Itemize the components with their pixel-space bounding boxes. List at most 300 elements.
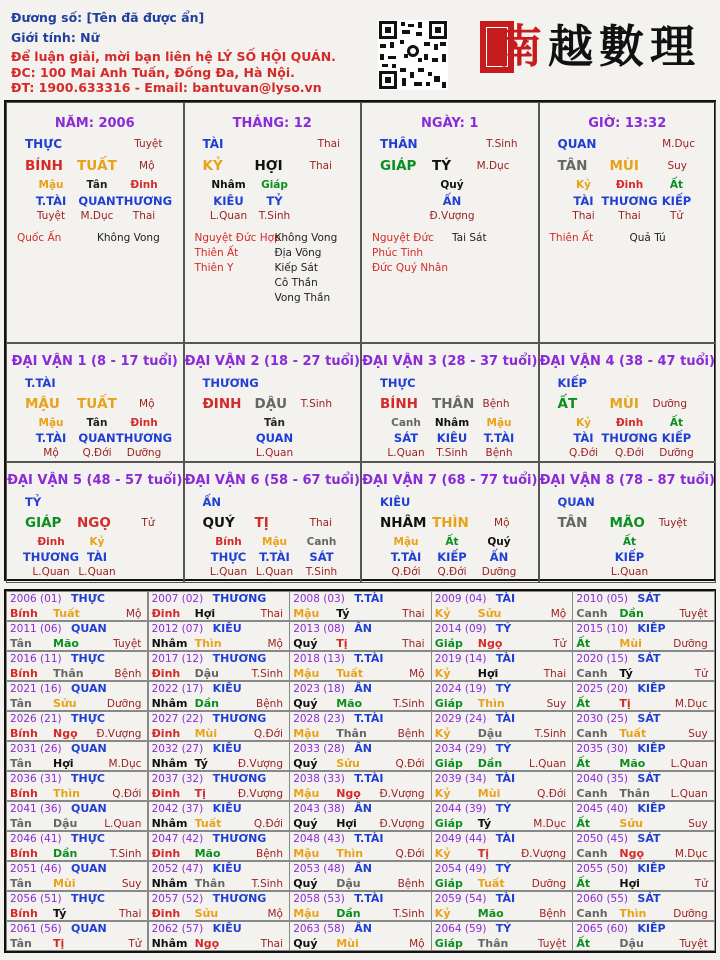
year-branch: Tý bbox=[477, 817, 492, 830]
year-branch: Ngọ bbox=[194, 937, 220, 950]
bad-star: Vong Thần bbox=[274, 292, 331, 304]
heavenly-stem: KỶ bbox=[202, 158, 223, 174]
year-star: SÁT bbox=[637, 592, 661, 605]
year-cell bbox=[289, 621, 431, 651]
year-state: Tuyệt bbox=[537, 938, 567, 950]
year-state: Thai bbox=[260, 938, 283, 950]
year-stem: Nhâm bbox=[151, 817, 188, 830]
year-star: TỶ bbox=[495, 862, 512, 875]
heavenly-stem: TÂN bbox=[557, 158, 588, 174]
year-branch: Tị bbox=[336, 637, 348, 650]
hidden-stem: Kỷ bbox=[576, 179, 591, 191]
year-stem: Canh bbox=[576, 847, 608, 860]
year-cell bbox=[431, 771, 573, 801]
year-stem: Đinh bbox=[151, 667, 181, 680]
year-stem: Quý bbox=[293, 877, 318, 890]
hidden-state: L.Quan bbox=[387, 447, 425, 459]
branch-state: Suy bbox=[667, 160, 687, 172]
year-stem: Mậu bbox=[293, 607, 320, 620]
year-star: QUAN bbox=[71, 622, 107, 635]
year-star: SÁT bbox=[637, 652, 661, 665]
hidden-star: TÀI bbox=[573, 431, 594, 445]
year-stem: Bính bbox=[10, 727, 38, 740]
phone-email-line: ĐT: 1900.633316 - Email: bantuvan@lyso.vn bbox=[11, 80, 322, 95]
hidden-stem: Đinh bbox=[615, 179, 644, 191]
year-branch: Tị bbox=[619, 697, 631, 710]
year-stem: Ất bbox=[576, 937, 591, 950]
logo bbox=[477, 8, 717, 78]
year-star: QUAN bbox=[71, 682, 107, 695]
year-branch: Sửu bbox=[53, 697, 77, 710]
year-cell bbox=[148, 891, 290, 921]
year-star: T.TÀI bbox=[354, 712, 384, 725]
heavenly-stem: BÍNH bbox=[380, 396, 418, 412]
year-branch: Tuất bbox=[336, 667, 363, 680]
year-stem: Nhâm bbox=[151, 877, 188, 890]
year-stem: Mậu bbox=[293, 907, 320, 920]
hidden-stem: Nhâm bbox=[434, 417, 470, 429]
year-stem: Quý bbox=[293, 817, 318, 830]
bad-star: Quả Tú bbox=[629, 232, 666, 244]
year-star: SÁT bbox=[637, 832, 661, 845]
year-stem: Quý bbox=[293, 637, 318, 650]
heavenly-stem: QUÝ bbox=[202, 515, 235, 531]
heavenly-stem: ĐINH bbox=[202, 396, 242, 412]
bad-star: Cô Thần bbox=[274, 277, 318, 289]
earthly-branch: HỢI bbox=[254, 158, 283, 174]
year-cell bbox=[289, 591, 431, 621]
year-star: KIẾP bbox=[637, 802, 666, 815]
year-stem: Bính bbox=[10, 667, 38, 680]
year-stem: Canh bbox=[576, 907, 608, 920]
year-cell bbox=[572, 651, 714, 681]
earthly-branch: NGỌ bbox=[77, 515, 111, 531]
bad-star: Tai Sát bbox=[452, 232, 487, 244]
year-star: SÁT bbox=[637, 892, 661, 905]
year-cell bbox=[6, 861, 148, 891]
year-cell bbox=[572, 861, 714, 891]
year-label: 2013 (08) bbox=[293, 623, 345, 635]
year-label: 2007 (02) bbox=[151, 593, 204, 605]
heavenly-stem: BÍNH bbox=[25, 158, 63, 174]
year-cell bbox=[431, 741, 573, 771]
year-label: 2027 (22) bbox=[151, 713, 204, 725]
year-state: Tử bbox=[553, 638, 567, 650]
hidden-stem: Đinh bbox=[37, 536, 65, 548]
year-label: 2026 (21) bbox=[10, 713, 62, 725]
hidden-star: ẤN bbox=[489, 550, 509, 564]
year-star: QUAN bbox=[71, 742, 107, 755]
year-branch: Tị bbox=[477, 847, 490, 860]
year-star: KIÊU bbox=[212, 862, 242, 875]
year-stem: Đinh bbox=[151, 787, 181, 800]
hidden-stem: Kỷ bbox=[89, 536, 105, 548]
year-cell bbox=[6, 741, 148, 771]
hidden-star: THỰC bbox=[210, 550, 247, 564]
pillar-cell bbox=[184, 102, 362, 343]
year-branch: Hợi bbox=[477, 667, 499, 680]
year-star: QUAN bbox=[71, 802, 107, 815]
dai-van-star: THỰC bbox=[380, 376, 416, 390]
hidden-state: L.Quan bbox=[78, 566, 116, 578]
year-state: L.Quan bbox=[528, 758, 567, 770]
hidden-star: QUAN bbox=[78, 431, 116, 445]
owner-name: Đương số: [Tên đã được ẩn] bbox=[11, 10, 205, 25]
year-cell bbox=[6, 831, 148, 861]
year-branch: Mão bbox=[194, 847, 221, 860]
year-cell bbox=[572, 621, 714, 651]
good-star: Thiên Ất bbox=[549, 232, 594, 244]
year-star: KIẾP bbox=[637, 862, 666, 875]
hidden-stem: Quý bbox=[487, 536, 511, 548]
year-stem: Quý bbox=[293, 757, 318, 770]
year-branch: Tuất bbox=[194, 817, 222, 830]
year-star: TỶ bbox=[495, 742, 512, 755]
hidden-stem: Nhâm bbox=[211, 179, 246, 191]
year-stem: Giáp bbox=[434, 937, 463, 950]
year-branch: Sửu bbox=[477, 607, 502, 620]
year-branch: Tị bbox=[53, 937, 65, 950]
year-stem: Nhâm bbox=[151, 757, 188, 770]
hidden-star: THƯƠNG bbox=[22, 550, 80, 564]
hidden-stem: Quý bbox=[440, 179, 464, 191]
year-label: 2017 (12) bbox=[151, 653, 204, 665]
year-stem: Mậu bbox=[293, 787, 320, 800]
year-branch: Ngọ bbox=[336, 787, 361, 800]
year-cell bbox=[572, 801, 714, 831]
year-label: 2024 (19) bbox=[434, 683, 487, 695]
year-stem: Bính bbox=[10, 607, 38, 620]
hidden-state: Thai bbox=[132, 210, 156, 222]
year-star: TÀI bbox=[495, 832, 516, 845]
year-state: Q.Đới bbox=[537, 788, 567, 800]
year-stem: Tân bbox=[10, 637, 32, 650]
year-state: Mộ bbox=[409, 938, 425, 950]
year-state: Suy bbox=[688, 728, 708, 740]
top-state: T.Sinh bbox=[486, 138, 518, 150]
year-cell bbox=[289, 921, 431, 951]
pillar-cell bbox=[361, 102, 539, 343]
year-branch: Sửu bbox=[336, 757, 360, 770]
year-stem: Ất bbox=[576, 697, 591, 710]
dai-van-title: ĐẠI VẬN 1 (8 - 17 tuổi) bbox=[11, 354, 178, 369]
year-branch: Tý bbox=[619, 667, 633, 680]
hidden-stem: Ất bbox=[669, 417, 684, 429]
heavenly-stem: GIÁP bbox=[25, 515, 62, 531]
year-cell bbox=[6, 891, 148, 921]
year-cell bbox=[289, 681, 431, 711]
year-label: 2008 (03) bbox=[293, 593, 345, 605]
year-state: T.Sinh bbox=[251, 878, 283, 890]
year-label: 2009 (04) bbox=[434, 593, 487, 605]
year-star: THƯƠNG bbox=[212, 712, 267, 725]
year-state: T.Sinh bbox=[393, 908, 425, 920]
heavenly-stem: NHÂM bbox=[380, 515, 427, 531]
year-state: Bệnh bbox=[114, 668, 142, 680]
top-star: TÀI bbox=[202, 137, 224, 151]
year-cell bbox=[431, 891, 573, 921]
year-branch: Thân bbox=[53, 667, 84, 680]
year-stem: Ất bbox=[576, 817, 591, 830]
hidden-state: Mộ bbox=[43, 447, 59, 459]
year-label: 2031 (26) bbox=[10, 743, 62, 755]
year-cell bbox=[148, 921, 290, 951]
hidden-state: L.Quan bbox=[610, 566, 649, 578]
year-stem: Canh bbox=[576, 787, 608, 800]
year-label: 2023 (18) bbox=[293, 683, 345, 695]
year-cell bbox=[6, 801, 148, 831]
hidden-star: KIÊU bbox=[213, 194, 244, 208]
year-cell bbox=[6, 771, 148, 801]
year-branch: Dậu bbox=[194, 667, 219, 680]
branch-state: Mộ bbox=[139, 398, 155, 410]
hidden-state: T.Sinh bbox=[436, 447, 468, 459]
year-star: THỰC bbox=[71, 712, 105, 725]
dai-van-star: T.TÀI bbox=[25, 376, 56, 390]
year-state: M.Dục bbox=[674, 698, 708, 710]
hidden-state: Thai bbox=[572, 210, 595, 222]
hidden-star: T.TÀI bbox=[483, 431, 515, 445]
year-star: KIẾP bbox=[637, 922, 666, 935]
dai-van-cell bbox=[184, 343, 362, 462]
year-star: ẤN bbox=[354, 682, 372, 695]
bad-star: Không Vong bbox=[274, 232, 338, 244]
hidden-stem: Mậu bbox=[393, 536, 419, 548]
year-branch: Mão bbox=[477, 907, 504, 920]
year-label: 2045 (40) bbox=[576, 803, 629, 815]
branch-state: Thai bbox=[309, 517, 332, 529]
year-cell bbox=[6, 681, 148, 711]
year-label: 2043 (38) bbox=[293, 803, 345, 815]
branch-state: Tử bbox=[141, 517, 155, 529]
year-star: TÀI bbox=[495, 592, 516, 605]
year-star: T.TÀI bbox=[354, 832, 384, 845]
year-cell bbox=[431, 651, 573, 681]
year-state: M.Dục bbox=[533, 818, 567, 830]
year-star: ẤN bbox=[354, 742, 372, 755]
year-label: 2042 (37) bbox=[151, 803, 204, 815]
year-state: Bệnh bbox=[256, 698, 283, 710]
year-stem: Ất bbox=[576, 637, 591, 650]
year-label: 2030 (25) bbox=[576, 713, 629, 725]
year-cell bbox=[572, 681, 714, 711]
year-state: L.Quan bbox=[670, 788, 708, 800]
hidden-stem: Canh bbox=[306, 536, 337, 548]
logo-text: 南越數理 bbox=[497, 20, 702, 73]
year-label: 2054 (49) bbox=[434, 863, 487, 875]
year-branch: Tuất bbox=[477, 877, 505, 890]
year-state: Mộ bbox=[550, 608, 567, 620]
year-label: 2022 (17) bbox=[151, 683, 204, 695]
hidden-state: L.Quan bbox=[209, 566, 248, 578]
hidden-star: TÀI bbox=[573, 194, 594, 208]
year-star: TÀI bbox=[495, 652, 516, 665]
year-cell bbox=[572, 741, 714, 771]
year-label: 2049 (44) bbox=[434, 833, 487, 845]
year-state: Mộ bbox=[267, 908, 283, 920]
year-branch: Dần bbox=[336, 907, 361, 920]
year-cell bbox=[431, 801, 573, 831]
year-stem: Kỷ bbox=[434, 787, 451, 800]
dai-van-title: ĐẠI VẬN 7 (68 - 77 tuổi) bbox=[362, 473, 538, 488]
hidden-stem: Mậu bbox=[261, 536, 288, 548]
bad-star: Không Vong bbox=[97, 232, 160, 244]
branch-state: T.Sinh bbox=[300, 398, 332, 410]
year-star: KIÊU bbox=[212, 622, 242, 635]
hidden-stem: Đinh bbox=[615, 417, 644, 429]
year-cell bbox=[148, 621, 290, 651]
year-state: Đ.Vượng bbox=[237, 788, 283, 800]
year-cell bbox=[6, 921, 148, 951]
year-label: 2052 (47) bbox=[151, 863, 204, 875]
year-label: 2056 (51) bbox=[10, 893, 62, 905]
year-branch: Mùi bbox=[336, 937, 359, 950]
hidden-stem: Mậu bbox=[38, 179, 64, 191]
year-label: 2064 (59) bbox=[434, 923, 487, 935]
year-cell bbox=[572, 831, 714, 861]
year-star: TỶ bbox=[495, 622, 512, 635]
year-cell bbox=[148, 771, 290, 801]
hidden-star: T.TÀI bbox=[259, 550, 290, 564]
contact-line: Để luận giải, mời bạn liên hệ LÝ SỐ HỘI QUÁN. bbox=[11, 49, 336, 64]
year-branch: Thân bbox=[619, 787, 650, 800]
dai-van-star: THƯƠNG bbox=[202, 376, 259, 390]
heavenly-stem: GIÁP bbox=[380, 158, 417, 174]
year-cell bbox=[431, 711, 573, 741]
year-stem: Tân bbox=[10, 757, 32, 770]
year-stem: Nhâm bbox=[151, 697, 188, 710]
good-star: Thiên Y bbox=[194, 262, 234, 274]
year-state: L.Quan bbox=[104, 818, 142, 830]
hidden-state: Q.Đới bbox=[437, 566, 467, 578]
year-star: ẤN bbox=[354, 922, 372, 935]
year-label: 2028 (23) bbox=[293, 713, 345, 725]
hidden-state: L.Quan bbox=[32, 566, 70, 578]
year-branch: Hợi bbox=[53, 757, 74, 770]
hidden-state: Bệnh bbox=[485, 447, 513, 459]
year-star: THỰC bbox=[71, 832, 105, 845]
year-label: 2044 (39) bbox=[434, 803, 487, 815]
year-label: 2014 (09) bbox=[434, 623, 487, 635]
year-cell bbox=[572, 891, 714, 921]
year-label: 2019 (14) bbox=[434, 653, 487, 665]
year-star: TÀI bbox=[495, 712, 516, 725]
year-star: KIÊU bbox=[212, 922, 242, 935]
good-star: Quốc Ấn bbox=[17, 232, 62, 244]
year-cell bbox=[572, 711, 714, 741]
top-star: THÂN bbox=[380, 137, 418, 151]
good-star: Nguyệt Đức bbox=[372, 232, 434, 244]
year-star: THỰC bbox=[71, 592, 105, 605]
year-star: TÀI bbox=[495, 772, 516, 785]
year-state: Q.Đới bbox=[253, 818, 283, 830]
year-stem: Nhâm bbox=[151, 637, 188, 650]
year-stem: Kỷ bbox=[434, 847, 451, 860]
year-star: KIÊU bbox=[212, 742, 242, 755]
year-label: 2063 (58) bbox=[293, 923, 345, 935]
year-label: 2053 (48) bbox=[293, 863, 345, 875]
year-state: Bệnh bbox=[397, 728, 425, 740]
year-cell bbox=[572, 771, 714, 801]
year-star: T.TÀI bbox=[354, 892, 384, 905]
hidden-stem: Kỷ bbox=[576, 417, 591, 429]
year-cell bbox=[6, 621, 148, 651]
year-state: Thai bbox=[402, 608, 425, 620]
year-stem: Ất bbox=[576, 877, 591, 890]
hidden-state: Q.Đới bbox=[82, 447, 112, 459]
hidden-star: T.TÀI bbox=[35, 431, 67, 445]
hidden-stem: Tân bbox=[86, 179, 108, 191]
year-star: TỶ bbox=[495, 682, 512, 695]
year-label: 2051 (46) bbox=[10, 863, 62, 875]
year-stem: Đinh bbox=[151, 847, 181, 860]
hidden-stem: Đinh bbox=[130, 179, 158, 191]
year-stem: Kỷ bbox=[434, 607, 451, 620]
year-stem: Giáp bbox=[434, 817, 463, 830]
year-label: 2006 (01) bbox=[10, 593, 62, 605]
branch-state: Tuyệt bbox=[658, 517, 687, 529]
hidden-star: KIẾP bbox=[614, 550, 645, 564]
year-state: Tử bbox=[128, 938, 142, 950]
year-state: M.Dục bbox=[674, 848, 708, 860]
year-state: Q.Đới bbox=[395, 758, 425, 770]
year-cell bbox=[148, 831, 290, 861]
year-state: L.Quan bbox=[670, 758, 708, 770]
year-branch: Ngọ bbox=[619, 847, 645, 860]
dai-van-star: KIẾP bbox=[557, 376, 587, 390]
year-state: Thai bbox=[260, 608, 283, 620]
branch-state: M.Dục bbox=[476, 160, 510, 172]
hidden-stem: Tân bbox=[86, 417, 108, 429]
good-star: Nguyệt Đức Hợp bbox=[194, 232, 281, 244]
year-star: TỶ bbox=[495, 922, 512, 935]
pillar-cell bbox=[539, 102, 717, 343]
year-branch: Mão bbox=[336, 697, 363, 710]
year-branch: Mão bbox=[53, 637, 79, 650]
year-stem: Giáp bbox=[434, 697, 463, 710]
year-star: T.TÀI bbox=[354, 592, 384, 605]
year-branch: Tý bbox=[53, 907, 67, 920]
year-star: QUAN bbox=[71, 922, 107, 935]
earthly-branch: TUẤT bbox=[77, 396, 117, 412]
year-label: 2046 (41) bbox=[10, 833, 62, 845]
pillar-title: NĂM: 2006 bbox=[54, 116, 135, 131]
hidden-state: Q.Đới bbox=[391, 566, 421, 578]
year-branch: Sửu bbox=[619, 817, 643, 830]
year-cell bbox=[6, 591, 148, 621]
year-cell bbox=[148, 651, 290, 681]
hidden-stem: Đinh bbox=[130, 417, 158, 429]
year-state: Tuyệt bbox=[113, 638, 142, 650]
annual-luck-grid bbox=[4, 589, 716, 953]
year-stem: Kỷ bbox=[434, 667, 451, 680]
hidden-star: QUAN bbox=[255, 431, 294, 445]
year-label: 2016 (11) bbox=[10, 653, 62, 665]
year-state: T.Sinh bbox=[251, 668, 283, 680]
year-stem: Bính bbox=[10, 907, 38, 920]
year-state: Tử bbox=[694, 668, 708, 680]
year-state: Dưỡng bbox=[673, 908, 708, 920]
hidden-stem: Tân bbox=[264, 417, 285, 429]
year-star: KIẾP bbox=[637, 742, 666, 755]
year-branch: Dậu bbox=[477, 727, 503, 740]
year-branch: Thìn bbox=[53, 787, 80, 800]
dai-van-title: ĐẠI VẬN 8 (78 - 87 tuổi) bbox=[539, 473, 715, 488]
year-label: 2062 (57) bbox=[151, 923, 204, 935]
year-branch: Tị bbox=[194, 787, 206, 800]
year-star: TÀI bbox=[495, 892, 516, 905]
year-cell bbox=[431, 861, 573, 891]
